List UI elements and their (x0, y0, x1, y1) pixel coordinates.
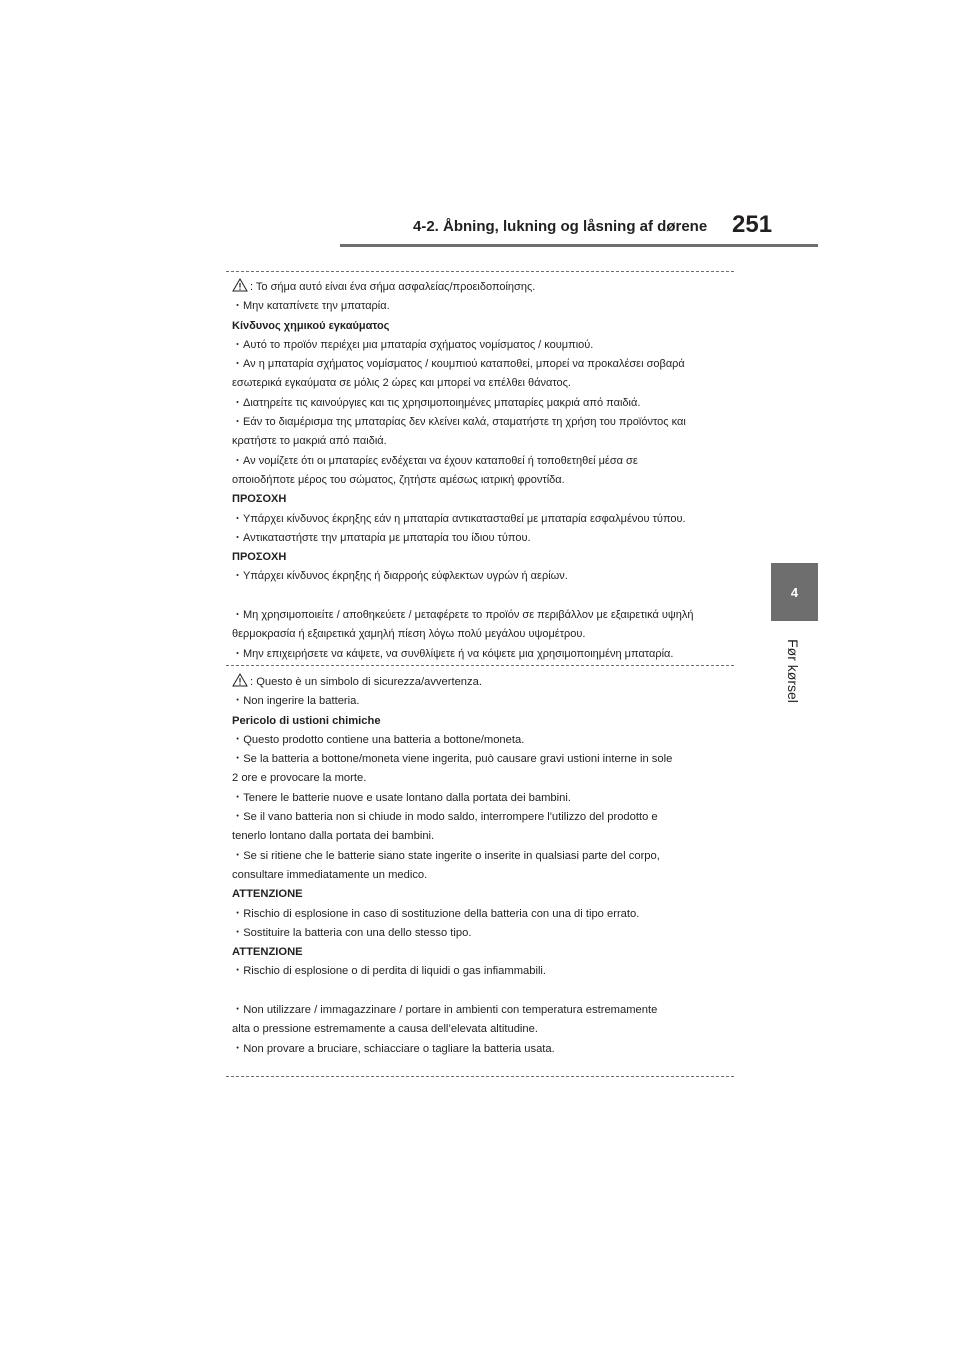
text-line: ・Εάν το διαμέρισμα της μπαταρίας δεν κλείνει καλά, σταματήστε τη χρήση του προϊόντος και (232, 416, 686, 429)
greek-warning-section (232, 278, 728, 664)
blank-line (232, 982, 728, 1001)
text-line: ・Questo prodotto contiene una batteria a bottone/moneta. (232, 733, 525, 746)
text-line: ・Μην καταπίνετε την μπαταρία. (232, 300, 390, 313)
text-line: alta o pressione estremamente a causa dell’elevata altitudine. (232, 1023, 538, 1036)
text-line: ・Υπάρχει κίνδυνος έκρηξης ή διαρροής εύφλεκτων υγρών ή αερίων. (232, 570, 568, 583)
text-line: θερμοκρασία ή εξαιρετικά χαμηλή πίεση λόγω πολύ μεγάλου υψομέτρου. (232, 628, 586, 641)
text-line: ・Se si ritiene che le batterie siano state ingerite o inserite in qualsiasi parte del corpo, (232, 849, 660, 862)
text-line: ・Αν νομίζετε ότι οι μπαταρίες ενδέχεται να έχουν καταποθεί ή τοποθετηθεί μέσα σε (232, 454, 638, 467)
subheading: ATTENZIONE (232, 946, 303, 959)
chapter-title: Før kørsel (785, 639, 801, 703)
text-line: κρατήστε το μακριά από παιδιά. (232, 435, 387, 448)
subheading: Κίνδυνος χημικού εγκαύματος (232, 319, 390, 332)
text-line: ・Rischio di esplosione o di perdita di liquidi o gas infiammabili. (232, 965, 547, 978)
text-line: ・Rischio di esplosione in caso di sostituzione della batteria con una di tipo errato. (232, 907, 640, 920)
text-line: ・Αν η μπαταρία σχήματος νομίσματος / κουμπιού καταποθεί, μπορεί να προκαλέσει σοβαρά (232, 358, 685, 371)
italian-warning-section (232, 673, 728, 1059)
text-line: ・Non provare a bruciare, schiacciare o tagliare la batteria usata. (232, 1042, 555, 1055)
text-line: ・Non ingerire la batteria. (232, 695, 360, 708)
text-line: ・Se il vano batteria non si chiude in modo saldo, interrompere l'utilizzo del prodotto e (232, 811, 658, 824)
page-number: 251 (732, 211, 773, 238)
text-line: tenerlo lontano dalla portata dei bambini. (232, 830, 435, 843)
text-line: ・Μην επιχειρήσετε να κάψετε, να συνθλίψετε ή να κόψετε μια χρησιμοποιημένη μπαταρία. (232, 647, 674, 660)
subheading: Pericolo di ustioni chimiche (232, 714, 381, 727)
warning-symbol-line (232, 278, 728, 297)
section-title: 4-2. Åbning, lukning og låsning af dørene (413, 218, 708, 235)
text-line: ・Tenere le batterie nuove e usate lontano dalla portata dei bambini. (232, 791, 571, 804)
text-line: ・Μη χρησιμοποιείτε / αποθηκεύετε / μεταφέρετε το προϊόν σε περιβάλλον με εξαιρετικά υψηλή (232, 609, 694, 622)
text-line: ・Διατηρείτε τις καινούργιες και τις χρησιμοποιημένες μπαταρίες μακριά από παιδιά. (232, 396, 641, 409)
header-rule (340, 244, 818, 247)
text-line: ・Υπάρχει κίνδυνος έκρηξης εάν η μπαταρία αντικατασταθεί με μπαταρία εσφαλμένου τύπου. (232, 512, 686, 525)
text-line: ・Αυτό το προϊόν περιέχει μια μπαταρία σχήματος νομίσματος / κουμπιού. (232, 338, 594, 351)
warning-triangle-icon (232, 673, 248, 687)
text-line: εσωτερικά εγκαύματα σε μόλις 2 ώρες και μπορεί να επέλθει θάνατος. (232, 377, 571, 390)
warning-symbol-text: : Questo è un simbolo di sicurezza/avvertenza. (250, 676, 482, 688)
subheading: ATTENZIONE (232, 888, 303, 901)
blank-line (232, 587, 728, 606)
subheading: ΠΡΟΣΟΧΗ (232, 493, 287, 506)
text-line: ・Non utilizzare / immagazzinare / portare in ambienti con temperatura estremamente (232, 1004, 658, 1017)
text-line: ・Sostituire la batteria con una dello stesso tipo. (232, 926, 472, 939)
warning-symbol-line (232, 673, 728, 692)
chapter-number: 4 (790, 584, 799, 600)
warning-symbol-text: : Το σήμα αυτό είναι ένα σήμα ασφαλείας/προειδοποίησης. (250, 281, 536, 293)
text-line: consultare immediatamente un medico. (232, 868, 428, 881)
warning-triangle-icon (232, 278, 248, 292)
language-divider (226, 665, 734, 666)
text-line: οποιοδήποτε μέρος του σώματος, ζητήστε αμέσως ιατρική φροντίδα. (232, 473, 565, 486)
text-line: ・Se la batteria a bottone/moneta viene ingerita, può causare gravi ustioni interne in sole (232, 753, 673, 766)
subheading: ΠΡΟΣΟΧΗ (232, 551, 287, 564)
text-line: ・Αντικαταστήστε την μπαταρία με μπαταρία του ίδιου τύπου. (232, 531, 531, 544)
text-line: 2 ore e provocare la morte. (232, 772, 367, 785)
